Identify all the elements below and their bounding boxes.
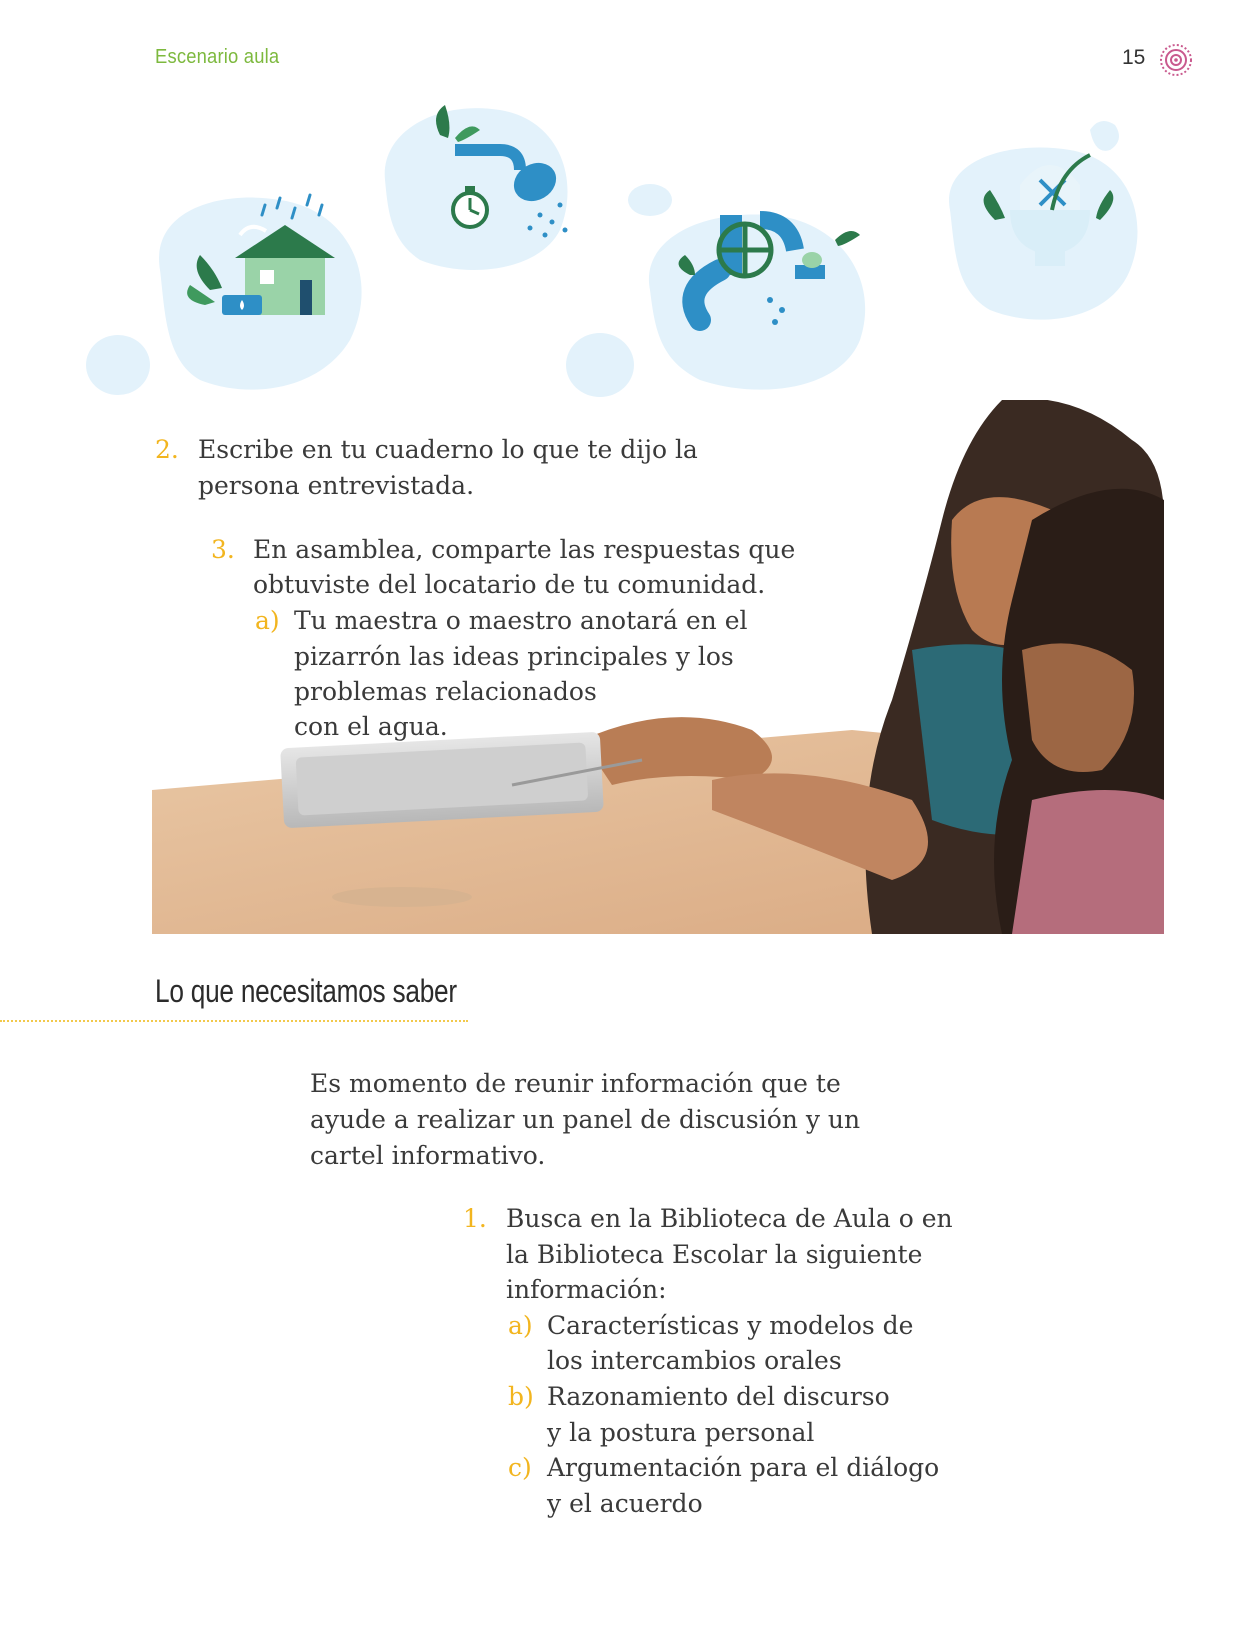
concentric-circles-icon: [1158, 42, 1194, 78]
sub-a-line-4: con el agua.: [294, 712, 448, 741]
step-3-line-2: obtuviste del locatario de tu comunidad.: [253, 570, 766, 599]
sub-a-line-1: Tu maestra o maestro anotará en el: [294, 606, 748, 635]
intro-line-1: Es momento de reunir información que te: [310, 1069, 841, 1098]
step-2-line-1: Escribe en tu cuaderno lo que te dijo la: [198, 435, 698, 464]
item-a-letter: a): [508, 1311, 533, 1340]
step-2-number: 2.: [155, 435, 179, 464]
sub-a-line-2: pizarrón las ideas principales y los: [294, 642, 734, 671]
item-b-line-1: Razonamiento del discurso: [547, 1382, 890, 1411]
step-3-line-1: En asamblea, comparte las respuestas que: [253, 535, 796, 564]
step-1-number: 1.: [463, 1204, 487, 1233]
item-a-line-2: los intercambios orales: [547, 1346, 842, 1375]
sub-a-line-3: problemas relacionados: [294, 677, 597, 706]
sub-a-letter: a): [255, 606, 280, 635]
intro-line-2: ayude a realizar un panel de discusión y un: [310, 1105, 861, 1134]
step-1-line-1: Busca en la Biblioteca de Aula o en: [506, 1204, 953, 1233]
step-3-number: 3.: [211, 535, 235, 564]
step-1-line-2: la Biblioteca Escolar la siguiente: [506, 1240, 923, 1269]
item-b-line-2: y la postura personal: [547, 1418, 815, 1447]
heading-divider: [0, 1020, 468, 1022]
section-label: Escenario aula: [155, 46, 280, 68]
intro-line-3: cartel informativo.: [310, 1141, 546, 1170]
page-number: 15: [1122, 46, 1146, 69]
item-c-line-2: y el acuerdo: [547, 1489, 703, 1518]
step-2-line-2: persona entrevistada.: [198, 471, 475, 500]
item-b-letter: b): [508, 1382, 534, 1411]
item-a-line-1: Características y modelos de: [547, 1311, 914, 1340]
item-c-letter: c): [508, 1453, 532, 1482]
section-heading: Lo que necesitamos saber: [155, 973, 457, 1009]
step-1-line-3: información:: [506, 1275, 667, 1304]
water-saving-illustrations: [0, 90, 1240, 420]
item-c-line-1: Argumentación para el diálogo: [547, 1453, 940, 1482]
